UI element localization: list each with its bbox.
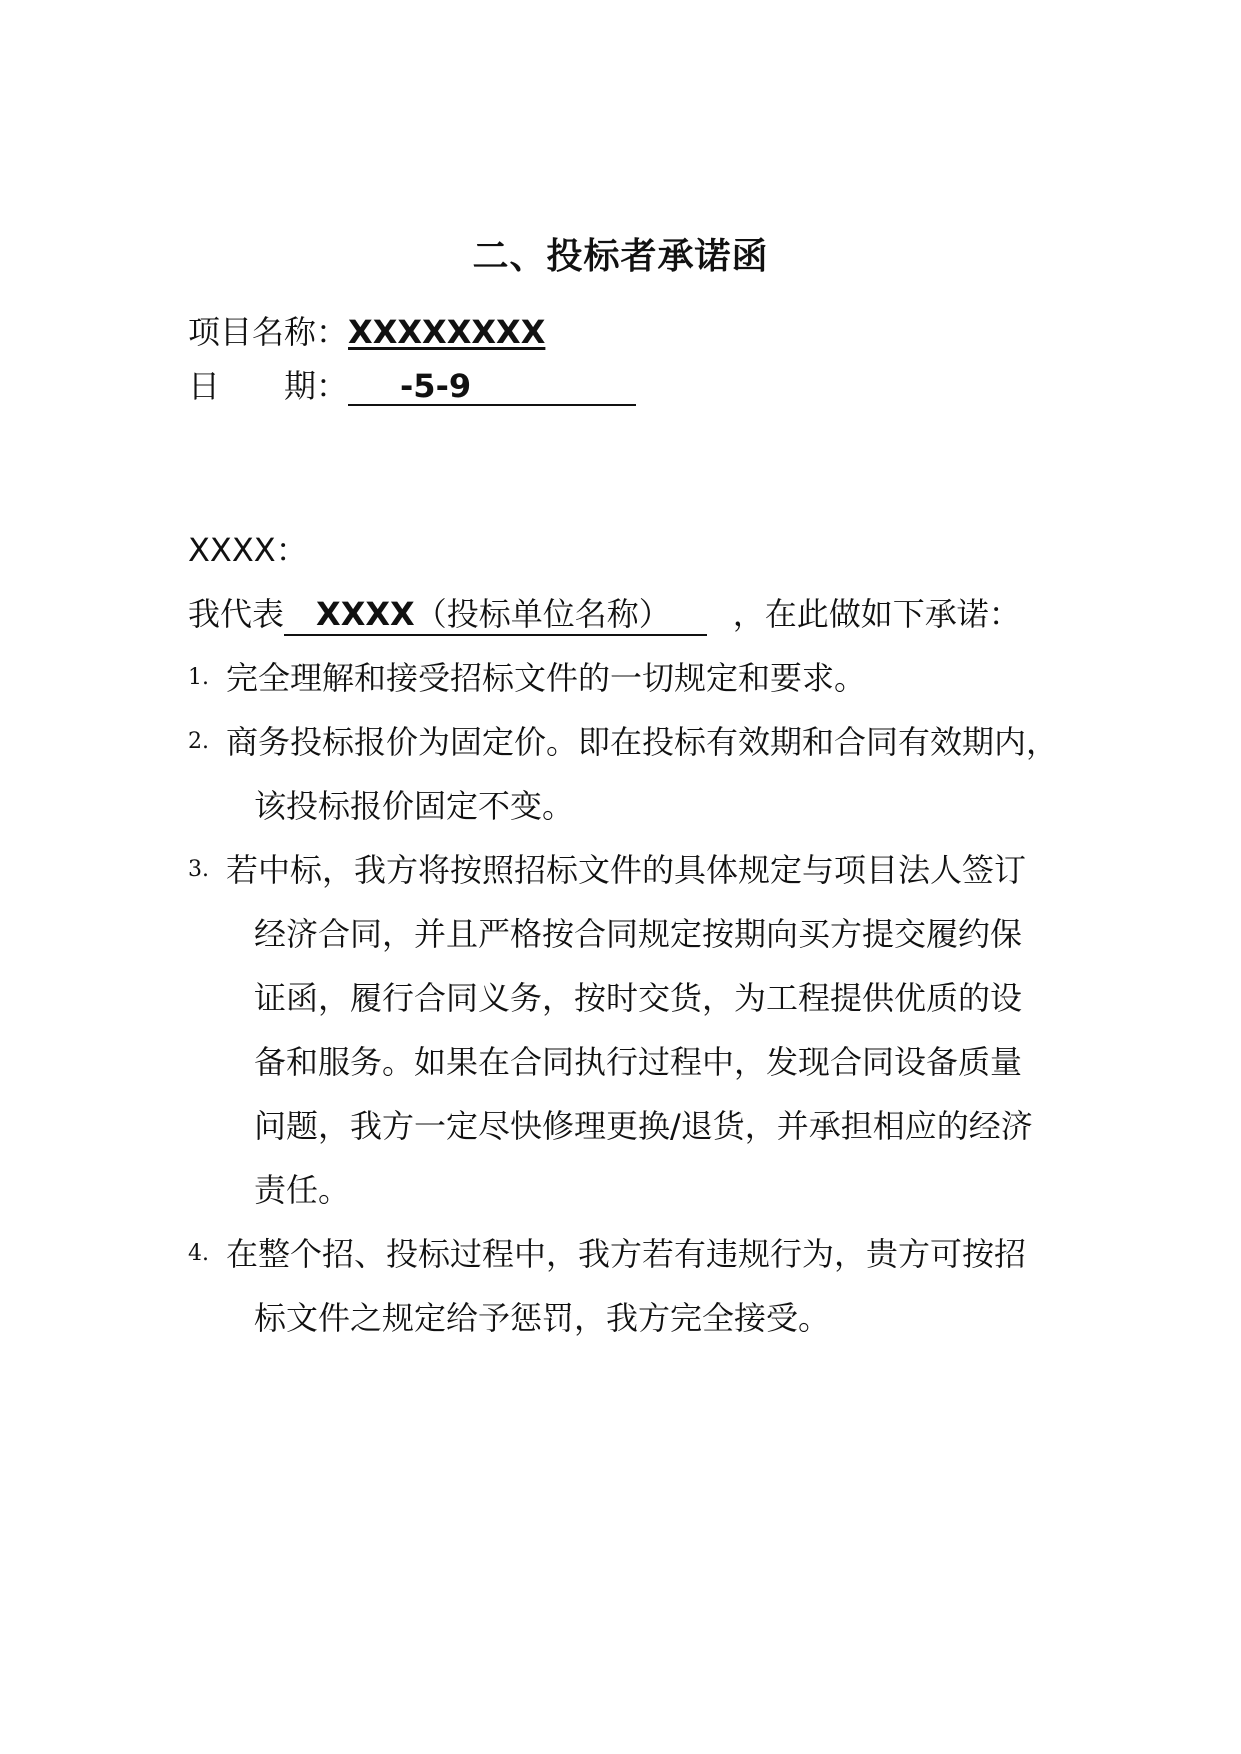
company-note: （投标单位名称） xyxy=(414,595,671,633)
item-number: 3. xyxy=(188,857,209,882)
statement-line xyxy=(188,594,1021,636)
item-text: 完全理解和接受招标文件的一切规定和要求。 xyxy=(226,659,867,697)
statement-suffix: ，在此做如下承诺： xyxy=(732,595,1021,633)
item-text: 备和服务。如果在合同执行过程中，发现合同设备质量 xyxy=(254,1043,1023,1081)
item-text: 在整个招、投标过程中，我方若有违规行为，贵方可按招 xyxy=(226,1235,1027,1273)
item-text: 经济合同，并且严格按合同规定按期向买方提交履约保 xyxy=(254,915,1023,953)
date-label: 日 期： xyxy=(188,367,349,405)
company-blank xyxy=(284,594,707,636)
item-number: 4. xyxy=(188,1241,209,1266)
page-title: 二、投标者承诺函 xyxy=(472,236,769,277)
project-name-label: 项目名称： xyxy=(188,313,349,351)
item-text: 问题，我方一定尽快修理更换/退货，并承担相应的经济 xyxy=(254,1107,1033,1145)
item-text: 责任。 xyxy=(254,1171,351,1209)
item-text: 标文件之规定给予惩罚，我方完全接受。 xyxy=(254,1299,831,1337)
statement-prefix: 我代表 xyxy=(188,595,285,633)
item-text: 若中标，我方将按照招标文件的具体规定与项目法人签订 xyxy=(226,851,1027,889)
date-value: -5-9 xyxy=(348,366,636,406)
item-text: 证函，履行合同义务，按时交货，为工程提供优质的设 xyxy=(254,979,1023,1017)
company-name: XXXX xyxy=(316,595,415,633)
item-number: 1. xyxy=(188,665,209,690)
project-name-value: XXXXXXXX xyxy=(348,313,546,351)
item-text: 该投标报价固定不变。 xyxy=(254,787,575,825)
date-line xyxy=(188,366,636,406)
recipient: XXXX： xyxy=(188,531,308,569)
project-name-line xyxy=(188,312,545,352)
item-number: 2. xyxy=(188,729,209,754)
item-text: 商务投标报价为固定价。即在投标有效期和合同有效期内， xyxy=(226,723,1059,761)
